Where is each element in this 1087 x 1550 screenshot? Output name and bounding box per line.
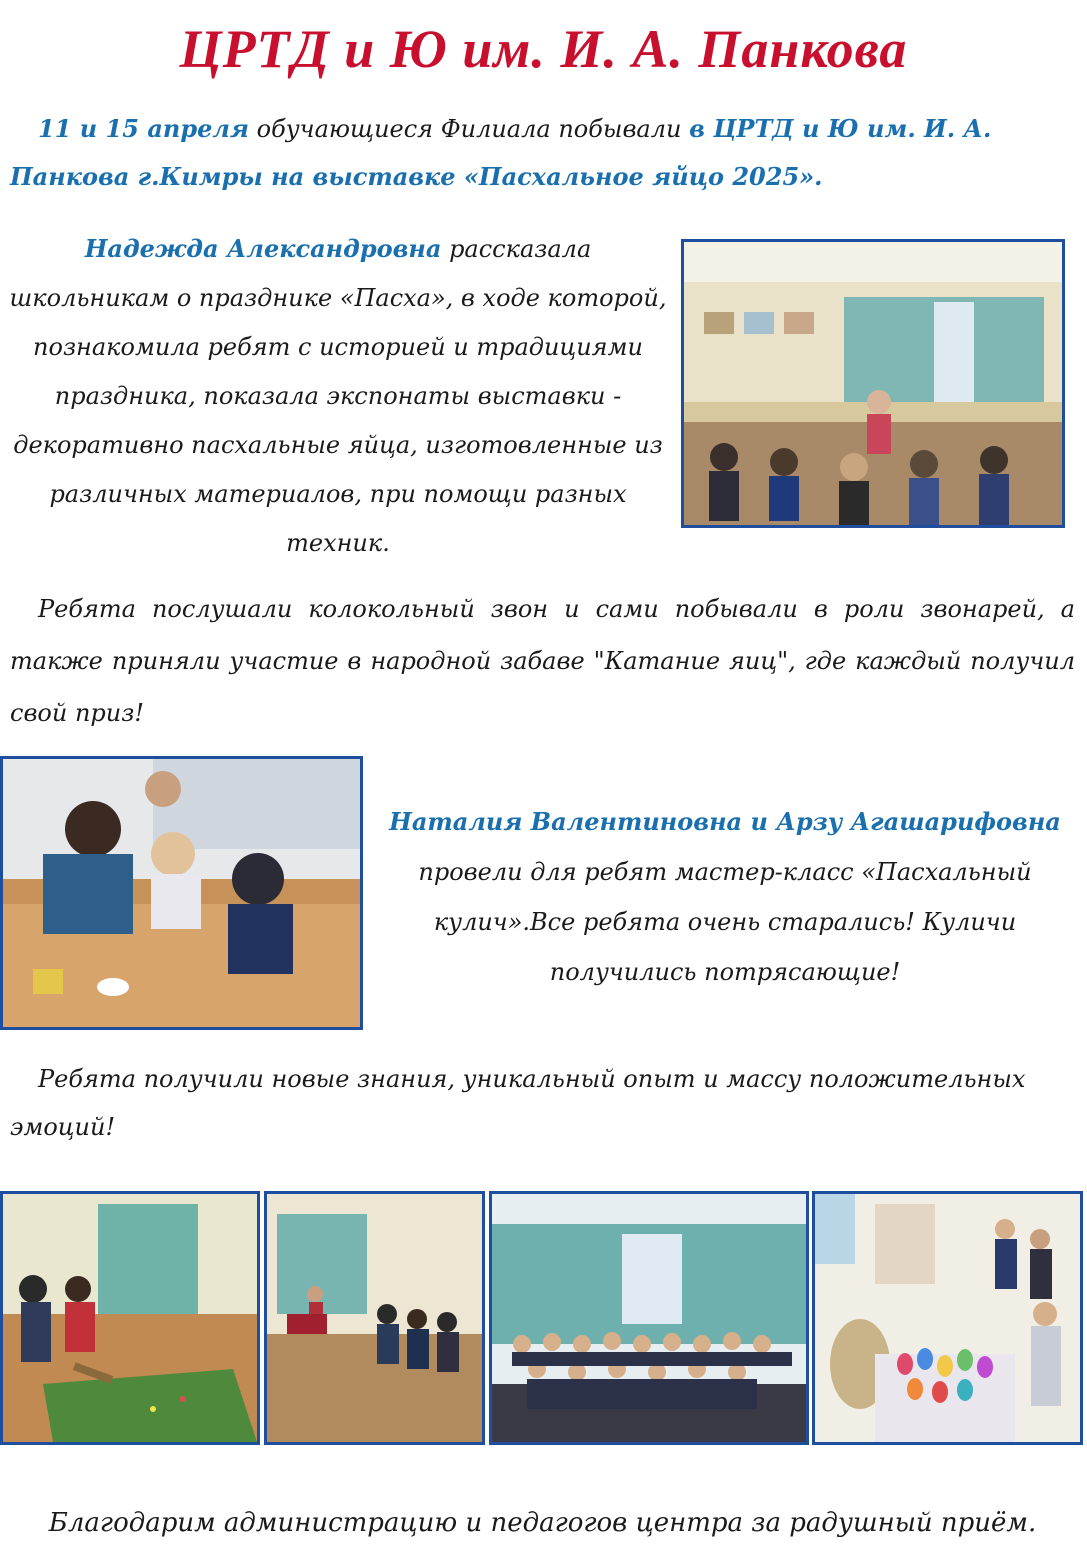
bells-paragraph: Ребята послушали колокольный звон и сами побывали в роли звонарей, а также приняли участие в народной забаве "Катание яиц", где каждый получил свой приз! — [10, 595, 1075, 727]
photo-master-class — [0, 756, 363, 1030]
photo-group — [489, 1191, 809, 1445]
natalia-paragraph — [380, 797, 1070, 997]
intro-paragraph — [10, 105, 1075, 201]
photo-audience — [264, 1191, 485, 1445]
nadezhda-paragraph — [8, 224, 668, 568]
intro-place: в ЦРТД и Ю им. И. А. Панкова г.Кимры на выставке «Пасхальное яйцо 2025». — [10, 114, 992, 191]
natalia-names: Наталия Валентиновна и Арзу Агашарифовна — [389, 807, 1061, 836]
intro-text: обучающиеся Филиала побывали — [249, 115, 690, 143]
nadezhda-name: Надежда Александровна — [84, 234, 442, 263]
natalia-text: провели для ребят мастер-класс «Пасхальный кулич».Все ребята очень старались! Куличи получились потрясающие! — [418, 858, 1032, 986]
intro-date: 11 и 15 апреля — [38, 114, 250, 143]
photo-eggs-exhibit — [812, 1191, 1083, 1445]
thanks-paragraph: Благодарим администрацию и педагогов центра за радушный приём. — [48, 1508, 1037, 1538]
outro-paragraph: Ребята получили новые знания, уникальный опыт и массу положительных эмоций! — [10, 1065, 1026, 1141]
page-title: ЦРТД и Ю им. И. А. Панкова — [179, 19, 908, 79]
nadezhda-text: рассказала школьникам о празднике «Пасха», в ходе которой, познакомила ребят с историей и традициями праздника, показала экспонаты выставки - декоративно пасхальные яйца, изготовленные из различных материалов, при помощи разных техник. — [9, 235, 667, 557]
photo-exhibition-hall — [681, 239, 1065, 528]
photo-egg-rolling — [0, 1191, 260, 1445]
